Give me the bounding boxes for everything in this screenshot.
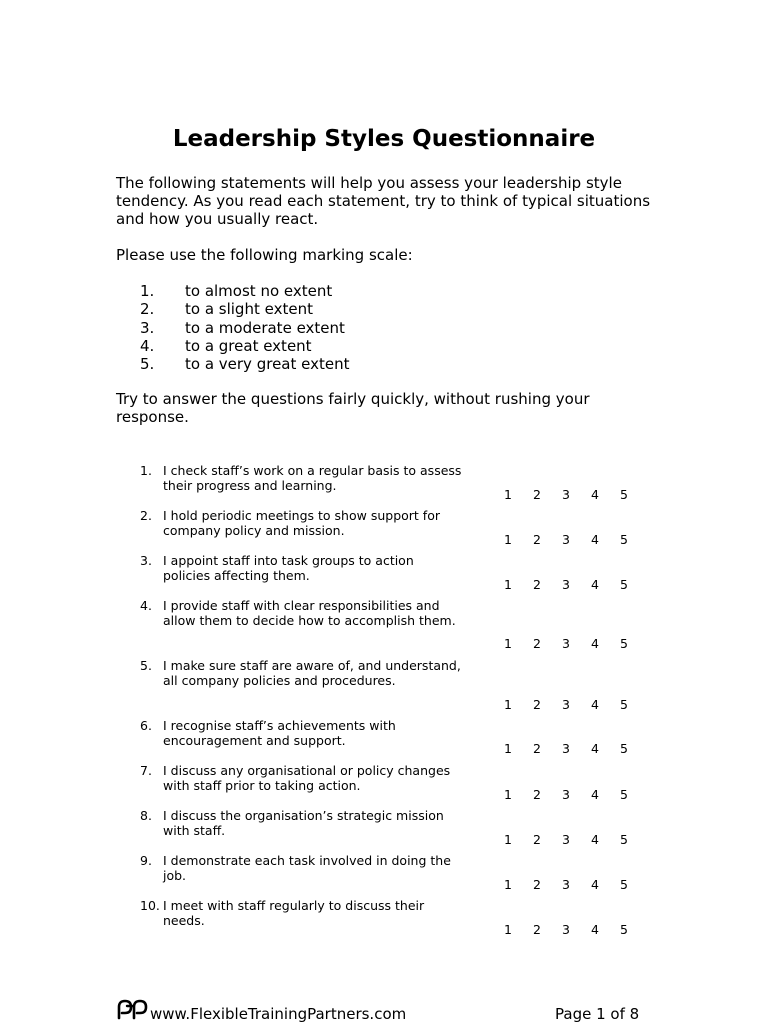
rating-option-3[interactable]: 3 <box>562 922 570 937</box>
rating-option-2[interactable]: 2 <box>533 577 541 592</box>
rating-option-5[interactable]: 5 <box>620 697 628 712</box>
question-text: I provide staff with clear responsibilities and allow them to decide how to accomplish them. <box>163 598 456 629</box>
rating-option-1[interactable]: 1 <box>504 487 512 502</box>
rating-option-3[interactable]: 3 <box>562 636 570 651</box>
question-text: I hold periodic meetings to show support for company policy and mission. <box>163 508 440 539</box>
rating-option-3[interactable]: 3 <box>562 577 570 592</box>
page-number: Page 1 of 8 <box>555 1005 640 1023</box>
rating-option-3[interactable]: 3 <box>562 487 570 502</box>
question-text: I demonstrate each task involved in doing the job. <box>163 853 451 884</box>
rating-option-3[interactable]: 3 <box>562 532 570 547</box>
question-number: 1. <box>140 463 152 478</box>
rating-option-4[interactable]: 4 <box>591 577 599 592</box>
rating-option-1[interactable]: 1 <box>504 877 512 892</box>
scale-item <box>140 300 349 318</box>
rating-option-3[interactable]: 3 <box>562 832 570 847</box>
flexible-training-partners-logo-icon <box>116 998 152 1020</box>
rating-option-2[interactable]: 2 <box>533 697 541 712</box>
rating-option-5[interactable]: 5 <box>620 487 628 502</box>
rating-option-4[interactable]: 4 <box>591 487 599 502</box>
instruction-paragraph: Try to answer the questions fairly quickly, without rushing your response. <box>116 390 590 426</box>
rating-option-2[interactable]: 2 <box>533 532 541 547</box>
scale-item-label: to almost no extent <box>185 282 333 300</box>
rating-option-5[interactable]: 5 <box>620 877 628 892</box>
intro-paragraph: The following statements will help you assess your leadership style tendency. As you read each statement, try to think of typical situations and how you usually react. <box>116 174 651 228</box>
rating-option-4[interactable]: 4 <box>591 922 599 937</box>
rating-option-5[interactable]: 5 <box>620 787 628 802</box>
rating-option-1[interactable]: 1 <box>504 697 512 712</box>
scale-intro: Please use the following marking scale: <box>116 246 413 264</box>
rating-option-1[interactable]: 1 <box>504 532 512 547</box>
question-number: 10. <box>140 898 160 913</box>
marking-scale-list <box>140 282 349 373</box>
rating-option-3[interactable]: 3 <box>562 697 570 712</box>
question-number: 6. <box>140 718 152 733</box>
question-number: 7. <box>140 763 152 778</box>
scale-item-number: 4. <box>140 336 155 355</box>
question-number: 9. <box>140 853 152 868</box>
footer-website-link[interactable]: www.FlexibleTrainingPartners.com <box>150 1005 407 1023</box>
rating-option-2[interactable]: 2 <box>533 741 541 756</box>
rating-option-5[interactable]: 5 <box>620 532 628 547</box>
rating-option-1[interactable]: 1 <box>504 787 512 802</box>
question-text: I recognise staff’s achievements with encouragement and support. <box>163 718 396 749</box>
rating-option-4[interactable]: 4 <box>591 636 599 651</box>
rating-option-5[interactable]: 5 <box>620 922 628 937</box>
rating-option-1[interactable]: 1 <box>504 922 512 937</box>
rating-option-3[interactable]: 3 <box>562 741 570 756</box>
rating-option-4[interactable]: 4 <box>591 741 599 756</box>
question-number: 2. <box>140 508 152 523</box>
rating-option-2[interactable]: 2 <box>533 922 541 937</box>
rating-option-2[interactable]: 2 <box>533 832 541 847</box>
scale-item-number: 5. <box>140 355 155 374</box>
rating-option-2[interactable]: 2 <box>533 487 541 502</box>
rating-option-2[interactable]: 2 <box>533 877 541 892</box>
question-text: I discuss the organisation’s strategic mission with staff. <box>163 808 444 839</box>
rating-option-3[interactable]: 3 <box>562 787 570 802</box>
question-text: I discuss any organisational or policy changes with staff prior to taking action. <box>163 763 451 794</box>
question-text: I appoint staff into task groups to action policies affecting them. <box>163 553 414 584</box>
scale-item <box>140 282 349 300</box>
question-number: 3. <box>140 553 152 568</box>
rating-option-5[interactable]: 5 <box>620 741 628 756</box>
rating-option-4[interactable]: 4 <box>591 697 599 712</box>
question-number: 4. <box>140 598 152 613</box>
rating-option-2[interactable]: 2 <box>533 787 541 802</box>
scale-item-label: to a very great extent <box>185 355 350 374</box>
rating-option-1[interactable]: 1 <box>504 741 512 756</box>
question-text: I make sure staff are aware of, and understand, all company policies and procedures. <box>163 658 461 689</box>
rating-option-4[interactable]: 4 <box>591 532 599 547</box>
scale-item-number: 1. <box>140 282 155 300</box>
question-number: 8. <box>140 808 152 823</box>
rating-option-3[interactable]: 3 <box>562 877 570 892</box>
question-text: I meet with staff regularly to discuss their needs. <box>163 898 425 929</box>
rating-option-5[interactable]: 5 <box>620 636 628 651</box>
scale-item-label: to a great extent <box>185 336 312 355</box>
question-text: I check staff’s work on a regular basis to assess their progress and learning. <box>163 463 462 494</box>
scale-item <box>140 319 349 337</box>
rating-option-4[interactable]: 4 <box>591 787 599 802</box>
scale-item-label: to a moderate extent <box>185 318 345 337</box>
rating-option-5[interactable]: 5 <box>620 832 628 847</box>
scale-item <box>140 355 349 373</box>
rating-option-1[interactable]: 1 <box>504 577 512 592</box>
scale-item-number: 2. <box>140 300 155 319</box>
scale-item-label: to a slight extent <box>185 300 313 319</box>
rating-option-2[interactable]: 2 <box>533 636 541 651</box>
rating-option-4[interactable]: 4 <box>591 877 599 892</box>
rating-option-5[interactable]: 5 <box>620 577 628 592</box>
document-title: Leadership Styles Questionnaire <box>172 126 596 152</box>
rating-option-4[interactable]: 4 <box>591 832 599 847</box>
rating-option-1[interactable]: 1 <box>504 832 512 847</box>
rating-option-1[interactable]: 1 <box>504 636 512 651</box>
question-number: 5. <box>140 658 152 673</box>
scale-item-number: 3. <box>140 318 155 337</box>
scale-item <box>140 337 349 355</box>
